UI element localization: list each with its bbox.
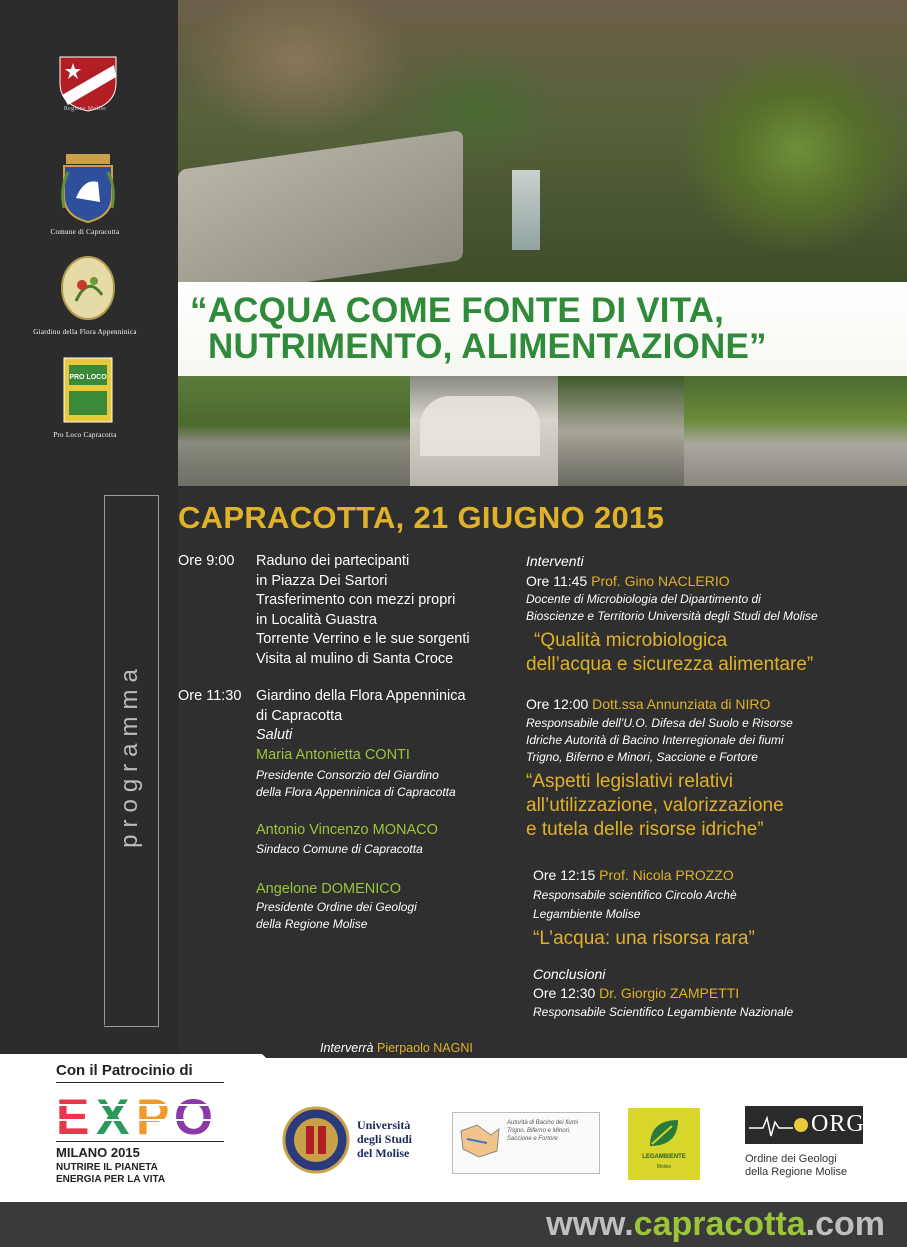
talk-quote: e tutela delle risorse idriche” [526,818,764,840]
photo-fountain-2 [410,376,558,486]
photo-fountain-4 [684,376,907,486]
expo-divider [56,1141,224,1142]
talk-time: Ore 12:00 [526,696,589,712]
svg-text:E: E [56,1090,90,1136]
talk-quote: dell’acqua e sicurezza alimentare” [526,654,814,675]
saluti-label: Saluti [256,727,293,743]
talk-speaker: Dr. Giorgio ZAMPETTI [599,985,740,1001]
talk-role: Idriche Autorità di Bacino Interregionale dei fiumi [526,732,784,747]
program-block-1 [256,552,470,669]
leaf-icon [646,1116,682,1150]
intervention-note [320,1040,473,1057]
program-line: in Località Guastra [256,611,377,628]
logo-caption: Pro Loco Capracotta [53,431,117,439]
program-line: Visita al mulino di Santa Croce [256,650,454,667]
unimol-name [357,1118,412,1160]
speaker-name: Angelone DOMENICO [256,880,402,897]
intervention-name: Pierpaolo NAGNI [376,1041,473,1055]
legambiente-name: LEGAMBIENTE [642,1154,686,1160]
talk-header [526,695,886,715]
program-line: Giardino della Flora Appenninica [256,688,466,704]
org-line-1: Ordine dei Geologi [745,1153,837,1165]
talk-role: Legambiente Molise [533,906,641,921]
program-block-2 [256,687,516,933]
photo-fountain-3 [558,376,684,486]
photo-fountain-1 [178,376,410,486]
expo-logo [56,1090,226,1136]
expo-tag-2: ENERGIA PER LA VITA [56,1174,166,1185]
org-caption [745,1153,847,1179]
time-label: Ore 9:00 [178,553,235,569]
talk-role: Trigno, Biferno e Minori, Saccione e Fortore [526,749,758,764]
title-line-2: NUTRIMENTO, ALIMENTAZIONE” [208,327,767,366]
program-label: programma [116,662,143,848]
logo-caption: Giardino della Flora Appenninica [33,328,137,336]
talk-header [533,866,873,886]
talk-quote: “Qualità microbiologica [534,630,728,651]
talk-speaker: Dott.ssa Annunziata di NIRO [592,696,771,712]
giardino-flora-logo [60,255,116,321]
org-acronym: ORG [811,1111,865,1137]
talk-role: Docente di Microbiologia del Dipartimento di [526,592,761,606]
speaker-role: della Regione Molise [256,917,368,931]
unimol-line-2: degli Studi [357,1132,413,1146]
program-line: Torrente Verrino e le sue sorgenti [256,631,470,647]
svg-text:O: O [174,1090,213,1136]
speaker-name: Maria Antonietta CONTI [256,746,410,763]
speaker-role: Sindaco Comune di Capracotta [256,841,423,856]
autorita-text: Autorità di Bacino dei fiumi Trigno, Biferno e Minori, Saccione e Fortore [507,1120,579,1142]
website-link[interactable] [546,1205,885,1244]
speaker-role: Presidente Consorzio del Giardino [256,768,439,782]
logo-caption: Comune di Capracotta [50,228,120,236]
program-line: di Capracotta [256,707,343,724]
autorita-bacino-logo [452,1112,600,1174]
talk-role: Responsabile Scientifico Legambiente Nazionale [533,1004,794,1019]
talk-quote: “L’acqua: una risorsa rara” [533,927,755,949]
talk-speaker: Prof. Gino NACLERIO [591,572,730,589]
talk-role: Responsabile dell’U.O. Difesa del Suolo e Risorse [526,715,793,730]
hero-waterfall [512,170,540,250]
talk-role: Bioscienze e Territorio Università degli Studi del Molise [526,609,818,623]
talk-speaker: Prof. Nicola PROZZO [599,867,734,883]
svg-text:P: P [136,1090,170,1136]
logo-caption: Regione Molise [63,106,107,112]
speaker-role: della Flora Appenninica di Capracotta [256,785,456,799]
talk-quote: “Aspetti legislativi relativi [526,770,733,792]
svg-text:X: X [96,1090,130,1136]
unimol-seal [282,1106,350,1174]
program-line: in Piazza Dei Sartori [256,572,388,589]
interventi-label: Interventi [526,553,584,569]
time-label: Ore 11:30 [178,688,242,704]
website-name: capracotta [633,1205,806,1243]
expo-tag-1: NUTRIRE IL PIANETA [56,1162,158,1173]
svg-text:PRO LOCO: PRO LOCO [69,374,107,381]
comune-capracotta-crest [58,148,118,226]
website-suffix: .com [805,1205,885,1243]
event-date: CAPRACOTTA, 21 GIUGNO 2015 [178,500,665,535]
talk-quote: all’utilizzazione, valorizzazione [526,794,784,816]
speaker-role: Presidente Ordine dei Geologi [256,900,417,914]
unimol-line-1: Università [357,1118,411,1132]
program-line: Raduno dei partecipanti [256,553,410,569]
talk-time: Ore 12:15 [533,867,596,883]
conclusioni-label: Conclusioni [533,965,606,982]
talk-role: Responsabile scientifico Circolo Archè [533,887,737,902]
title-band [178,282,907,376]
org-logo [745,1106,863,1144]
speaker-name: Antonio Vincenzo MONACO [256,822,438,838]
talk-time: Ore 12:30 [533,985,596,1001]
unimol-line-3: del Molise [357,1146,410,1160]
talk-time: Ore 11:45 [526,572,588,589]
org-line-2: della Regione Molise [745,1166,848,1178]
regione-molise-logo [58,55,118,113]
legambiente-sub: Molise [656,1164,672,1170]
program-frame-edge [104,495,105,1025]
patronage-label: Con il Patrocinio di [56,1062,193,1079]
legambiente-logo [628,1108,700,1180]
expo-city: MILANO 2015 [56,1145,140,1160]
map-icon [457,1121,503,1161]
talk-header [526,572,886,592]
intervention-prefix: Interverrà [320,1041,374,1055]
website-prefix: www. [546,1205,634,1243]
talks-column [526,552,886,842]
talk-block-3 [533,866,873,1021]
expo-tagline [56,1162,165,1186]
sidebar [0,0,178,1058]
title-line-1: “ACQUA COME FONTE DI VITA, [190,291,725,330]
talk-header [533,984,873,1004]
pro-loco-logo [63,357,113,423]
program-line: Trasferimento con mezzi propri [256,592,456,608]
patronage-divider [56,1082,224,1083]
